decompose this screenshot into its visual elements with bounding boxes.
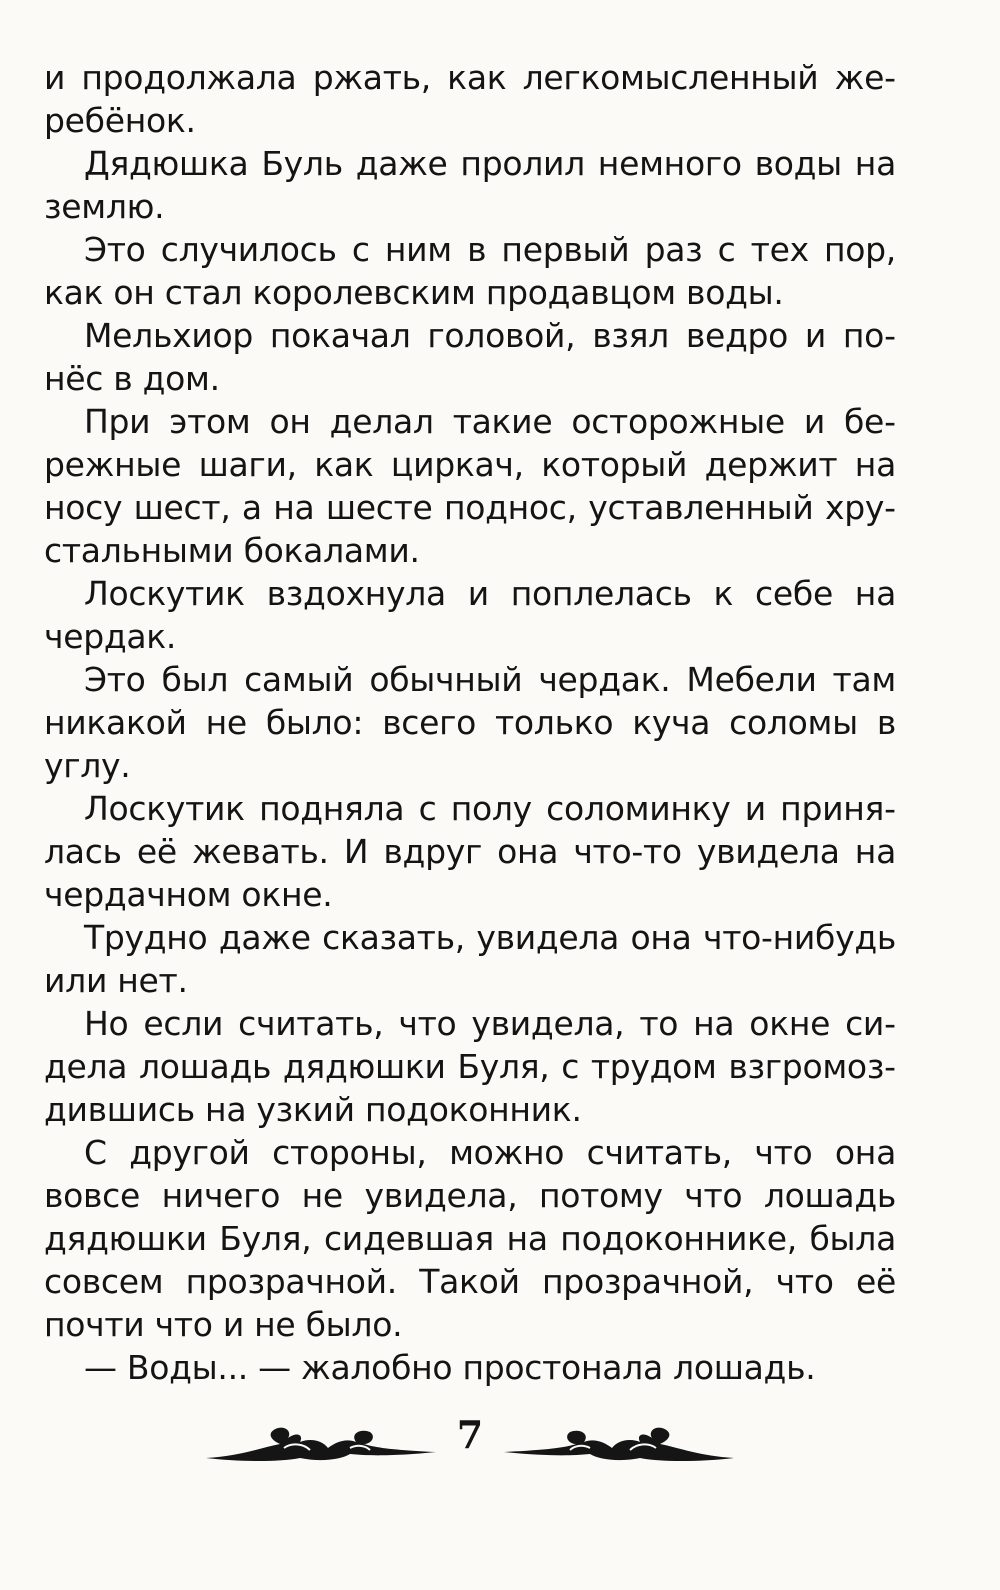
paragraph-11: С другой стороны, можно считать, что она вовсе ничего не увидела, потому что лошадь дядюшки Буля, сидевшая на подоконнике, была совсем прозрачной. Такой прозрачной, что её почти что и не было. — [44, 1133, 896, 1344]
paragraph-6: Лоскутик вздохнула и поплелась к себе на чердак. — [44, 574, 896, 656]
page-number: 7 — [456, 1412, 484, 1457]
body-text — [44, 56, 896, 1389]
paragraph-4: Мельхиор покачал головой, взял ведро и понёс в дом. — [44, 316, 896, 398]
page-footer — [200, 1412, 740, 1472]
paragraph-5: При этом он делал такие осторожные и бережные шаги, как циркач, который держит на носу шест, а на шесте поднос, уставленный хрустальными бокалами. — [44, 402, 896, 570]
paragraph-1: и продолжала ржать, как легкомысленный жеребёнок. — [44, 58, 896, 140]
paragraph-8: Лоскутик подняла с полу соломинку и принялась её жевать. И вдруг она что-то увидела на чердачном окне. — [44, 789, 896, 914]
paragraph-7: Это был самый обычный чердак. Мебели там никакой не было: всего только куча соломы в углу. — [44, 660, 896, 785]
flourish-right-icon — [500, 1418, 740, 1468]
paragraph-12: — Воды... — жалобно простонала лошадь. — [84, 1348, 816, 1387]
paragraph-9: Трудно даже сказать, увидела она что-нибудь или нет. — [44, 918, 896, 1000]
paragraph-3: Это случилось с ним в первый раз с тех пор, как он стал королевским продавцом воды. — [44, 230, 896, 312]
paragraph-10: Но если считать, что увидела, то на окне сидела лошадь дядюшки Буля, с трудом взгромоздившись на узкий подоконник. — [44, 1004, 896, 1129]
paragraph-2: Дядюшка Буль даже пролил немного воды на землю. — [44, 144, 896, 226]
